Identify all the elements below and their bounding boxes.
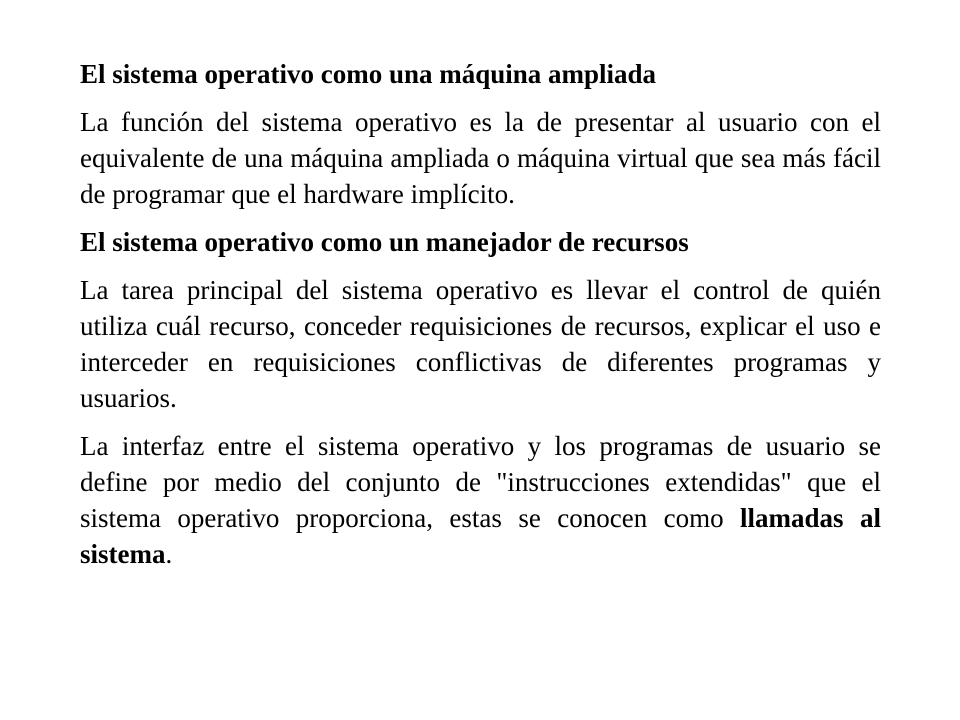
- paragraph-resource-manager: La tarea principal del sistema operativo es llevar el control de quién utiliza cuál recurso, conceder requisiciones de recursos, explicar el uso e interceder en requisiciones conflictivas de diferentes programas y usuarios.: [80, 275, 881, 413]
- system-calls-term: llamadas al sistema: [80, 503, 881, 569]
- document-page: [80, 56, 881, 584]
- paragraph-extended-machine: La función del sistema operativo es la de presentar al usuario con el equivalente de una máquina ampliada o máquina virtual que sea más fácil de programar que el hardware implícito.: [80, 107, 881, 209]
- section-heading-extended-machine: El sistema operativo como una máquina ampliada: [80, 59, 657, 89]
- section-heading-resource-manager: El sistema operativo como un manejador de recursos: [80, 227, 689, 257]
- paragraph-system-calls-end: .: [165, 539, 173, 569]
- paragraph-system-calls: [80, 428, 881, 572]
- paragraph-system-calls-text: La interfaz entre el sistema operativo y los programas de usuario se define por medio del conjunto de "instrucciones extendidas" que el sistema operativo proporciona, estas se conocen como: [80, 431, 881, 533]
